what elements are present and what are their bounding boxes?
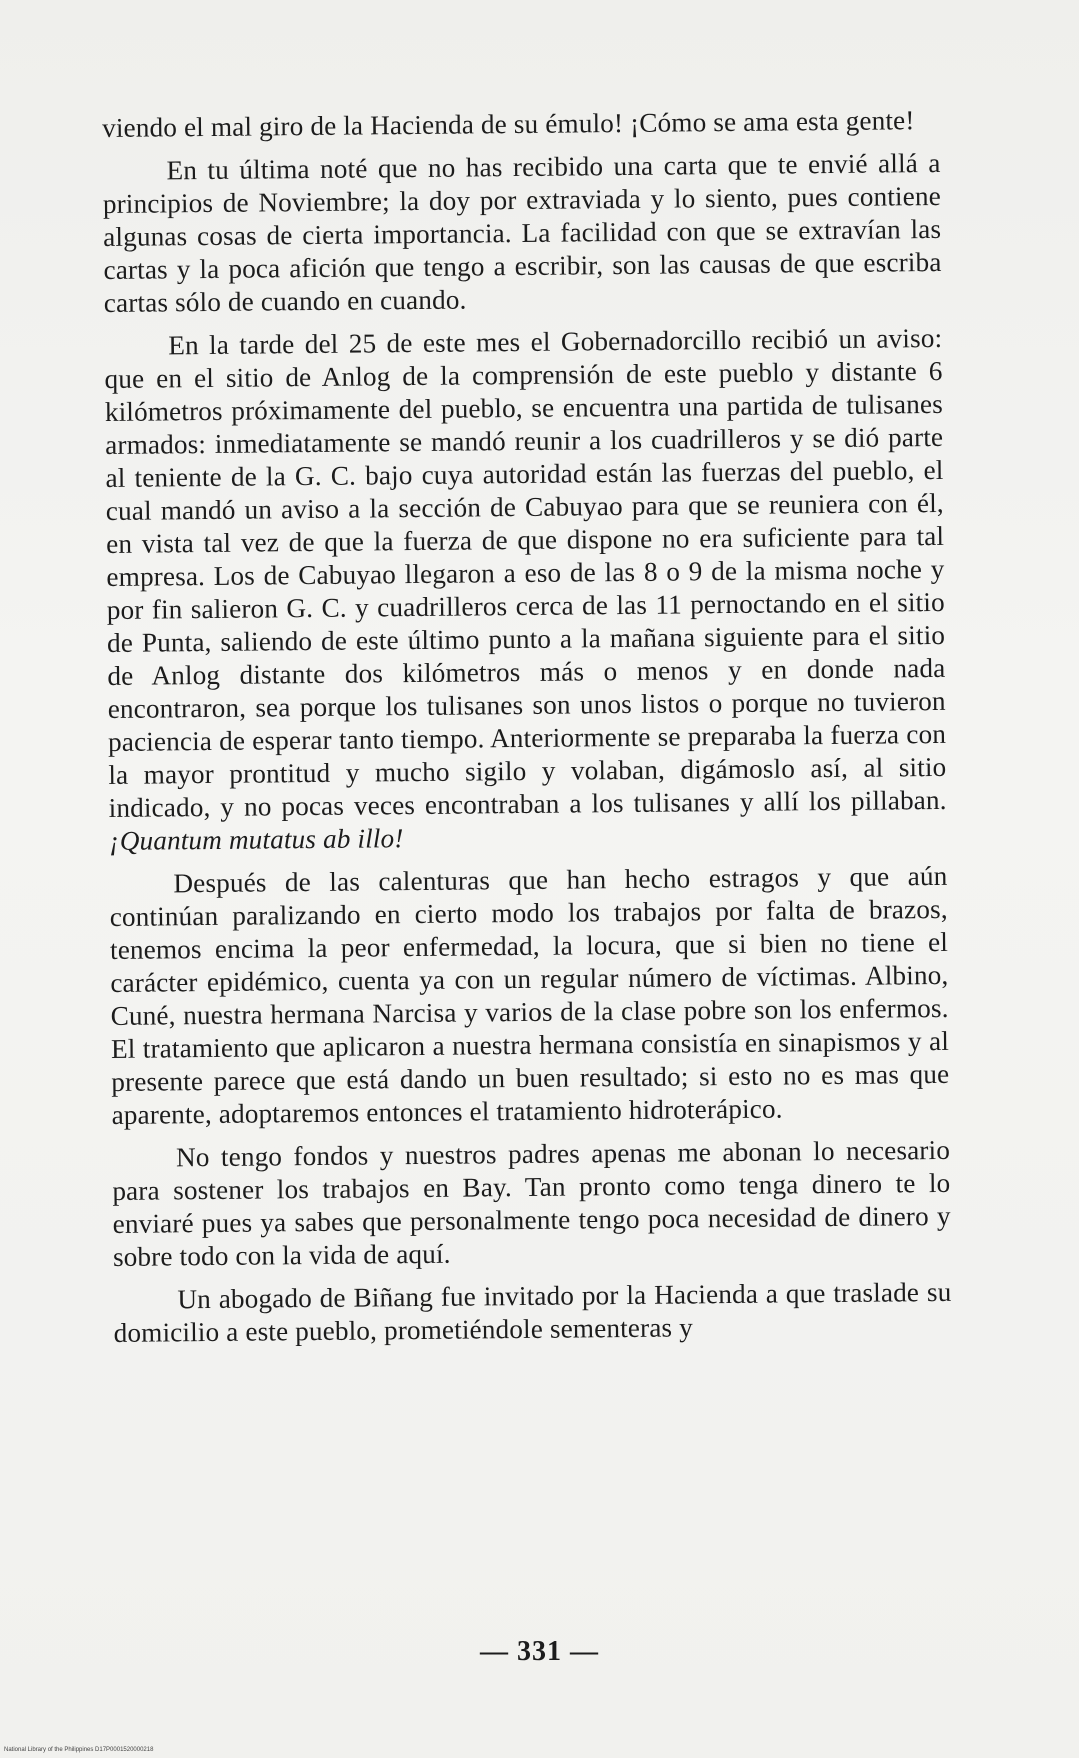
paragraph-4 — [109, 860, 949, 1132]
paragraph-1 — [102, 104, 940, 145]
paragraph-3-text: En la tarde del 25 de este mes el Gobernadorcillo recibió un aviso: que en el sitio de Anlog de la comprensión de este pueblo y distante 6 kilómetros próximamente del pueblo, se encuentra una partida de tulisanes armados: inmediatamente se mandó reunir a los cuadrilleros y se dió parte al teniente de la G. C. bajo cuya autoridad están las fuerzas del pueblo, el cual mandó un aviso a la sección de Cabuyao para que se reuniera con él, en vista tal vez de que la fuerza de que dispone no era suficiente para tal empresa. Los de Cabuyao llegaron a eso de las 8 o 9 de la misma noche y por fin salieron G. C. y cuadrilleros cerca de las 11 pernoctando en el sitio de Punta, saliendo de este último punto a la mañana siguiente para el sitio de Anlog distante dos kilómetros más o menos y en donde nada encontraron, sea porque los tulisanes son unos listos o porque no tuvieron paciencia de esperar tanto tiempo. Anteriormente se preparaba la fuerza con la mayor prontitud y mucho sigilo y volaban, digámoslo así, al sitio indicado, y no pocas veces encontraban a los tulisanes y allí los pillaban. — [104, 322, 947, 823]
paragraph-2 — [102, 147, 942, 320]
paragraph-1-text: viendo el mal giro de la Hacienda de su émulo! ¡Cómo se ama esta gente! — [102, 105, 915, 143]
paragraph-4-text: Después de las calenturas que han hecho estragos y que aún continúan paralizando en cierto modo los trabajos por falta de brazos, tenemos encima la peor enfermedad, la locura, que si bien no tiene el carácter epidémico, cuenta ya con un regular número de víctimas. Albino, Cuné, nuestra hermana Narcisa y varios de la clase pobre son los enfermos. El tratamiento que aplicaron a nuestra hermana consistía en sinapismos y al presente parece que está dando un buen resultado; si esto no es mas que aparente, adoptaremos entonces el tratamiento hidroterápico. — [109, 860, 950, 1130]
page-number: — 331 — — [480, 1636, 599, 1667]
paragraph-5-text: No tengo fondos y nuestros padres apenas me abonan lo necesario para sostener los trabajos en Bay. Tan pronto como tenga dinero te lo enviaré pues ya sabes que personalmente tengo poca necesidad de dinero y sobre todo con la vida de aquí. — [112, 1134, 951, 1272]
paragraph-6 — [113, 1276, 952, 1350]
letter-body — [102, 104, 952, 1360]
paragraph-2-text: En tu última noté que no has recibido una carta que te envié allá a principios de Noviembre; la doy por extraviada y lo siento, pues contiene algunas cosas de cierta importancia. La facilidad con que se extravían las cartas y la poca afición que tengo a escribir, son las causas de que escriba cartas sólo de cuando en cuando. — [102, 147, 942, 318]
paragraph-6-text: Un abogado de Biñang fue invitado por la Hacienda a que traslade su domicilio a este pueblo, prometiéndole sementeras y — [113, 1276, 952, 1348]
paragraph-3 — [104, 322, 947, 858]
archive-footer: National Library of the Philippines D17P0001520000218 — [4, 1747, 154, 1753]
latin-quote: ¡Quantum mutatus ab illo! — [108, 823, 404, 856]
paragraph-5 — [112, 1134, 951, 1274]
